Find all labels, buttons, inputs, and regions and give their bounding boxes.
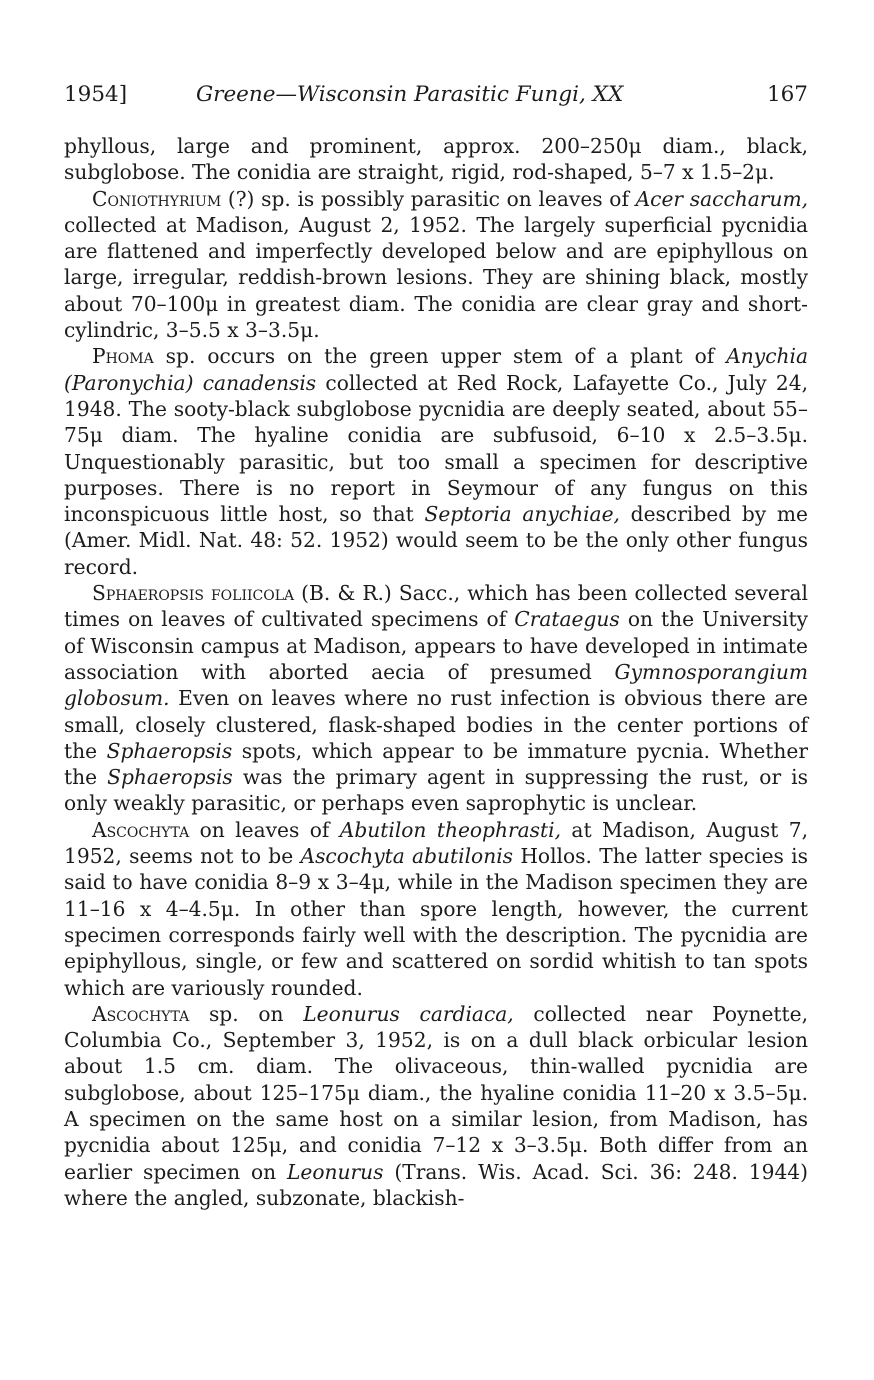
text-run: sp. on [189, 1001, 304, 1026]
paragraph [64, 343, 808, 580]
text-run: was the primary agent in suppressing the rust, or is only weakly parasitic, or perhaps even saprophytic is unclear. [64, 765, 808, 816]
taxon-heading: Ascochyta [92, 1001, 190, 1026]
italic-name: Abutilon theophrasti, [339, 817, 562, 842]
text-run: (?) sp. is possibly parasitic on leaves of [221, 186, 636, 211]
text-run: on the University of Wisconsin campus at Madison, appears to have developed in intimate association with aborted aecia of presumed [64, 607, 808, 684]
text-run: collected at Red Rock, Lafayette Co., July 24, 1948. The sooty-black subglobose pycnidia are deeply seated, about 55–75μ diam. The hyaline conidia are subfusoid, 6–10 x 2.5–3.5μ. Unquestionably parasitic, but too small a specimen for descriptive purposes. There is no report in Seymour of any fungus on this inconspicuous little host, so that [64, 370, 808, 527]
text-run: (B. & R.) Sacc., which has been collected several times on leaves of cultivated specimens of [64, 581, 808, 632]
text-run: Hollos. The latter species is said to have conidia 8–9 x 3–4μ, while in the Madison specimen they are 11–16 x 4–4.5μ. In other than spore length, however, the current specimen corresponds fairly well with the description. The pycnidia are epiphyllous, single, or few and scattered on sordid whitish to tan spots which are variously rounded. [64, 844, 808, 1000]
italic-name: Septoria anychiae, [424, 502, 620, 527]
text-run: at Madison, August 7, 1952, seems not to be [64, 817, 809, 869]
text-run: sp. occurs on the green upper stem of a plant of [153, 344, 727, 369]
paragraph [64, 1001, 808, 1211]
paragraph [64, 186, 808, 344]
taxon-heading: Sphaeropsis foliicola [92, 581, 295, 606]
italic-name: Sphaeropsis [106, 738, 233, 763]
text-run: (Trans. Wis. Acad. Sci. 36: 248. 1944) where the angled, subzonate, blackish- [64, 1159, 809, 1210]
header-running-title: Greene—Wisconsin Parasitic Fungi, XX [196, 82, 624, 107]
italic-name: Leonurus [287, 1159, 384, 1184]
italic-name: Sphaeropsis [107, 765, 233, 790]
paragraph [64, 817, 808, 1001]
text-run: Even on leaves where no rust infection is obvious there are small, closely clustered, flask-shaped bodies in the center portions of the [64, 686, 808, 763]
italic-name: Acer saccharum, [635, 186, 808, 211]
taxon-heading: Ascochyta [92, 817, 190, 842]
taxon-heading: Coniothyrium [92, 186, 222, 211]
italic-name: Anychia (Paronychia) canadensis [64, 344, 808, 395]
header-page-number: 167 [766, 82, 808, 107]
italic-name: Gymnosporangium globosum. [64, 659, 808, 711]
italic-name: Leonurus cardiaca, [303, 1001, 514, 1026]
text-run: on leaves of [189, 817, 340, 842]
paragraph [64, 580, 808, 817]
text-run: collected near Poynette, Columbia Co., September 3, 1952, is on a dull black orbicular lesion about 1.5 cm. diam. The olivaceous, thin-walled pycnidia are subglobose, about 125–175μ diam., the hyaline conidia 11–20 x 3.5–5μ. A specimen on the same host on a similar lesion, from Madison, has pycnidia about 125μ, and conidia 7–12 x 3–3.5μ. Both differ from an earlier specimen on [64, 1001, 809, 1184]
text-run: phyllous, large and prominent, approx. 200–250μ diam., black, subglobose. The conidia are straight, rigid, rod-shaped, 5–7 x 1.5–2μ. [64, 134, 808, 185]
article-body [64, 133, 808, 1211]
italic-name: Ascochyta abutilonis [300, 844, 514, 869]
text-run: collected at Madison, August 2, 1952. The largely superficial pycnidia are flattened and imperfectly developed below and are epiphyllous on large, irregular, reddish-brown lesions. They are shining black, mostly about 70–100μ in greatest diam. The conidia are clear gray and short-cylindric, 3–5.5 x 3–3.5μ. [64, 212, 808, 343]
italic-name: Crataegus [514, 607, 620, 632]
running-header [64, 82, 808, 112]
paragraph [64, 133, 808, 186]
text-run: spots, which appear to be immature pycnia. Whether the [64, 738, 808, 790]
text-run: described by me (Amer. Midl. Nat. 48: 52. 1952) would seem to be the only other fungus record. [64, 502, 808, 579]
taxon-heading: Phoma [92, 344, 154, 369]
header-year: 1954] [64, 82, 128, 107]
